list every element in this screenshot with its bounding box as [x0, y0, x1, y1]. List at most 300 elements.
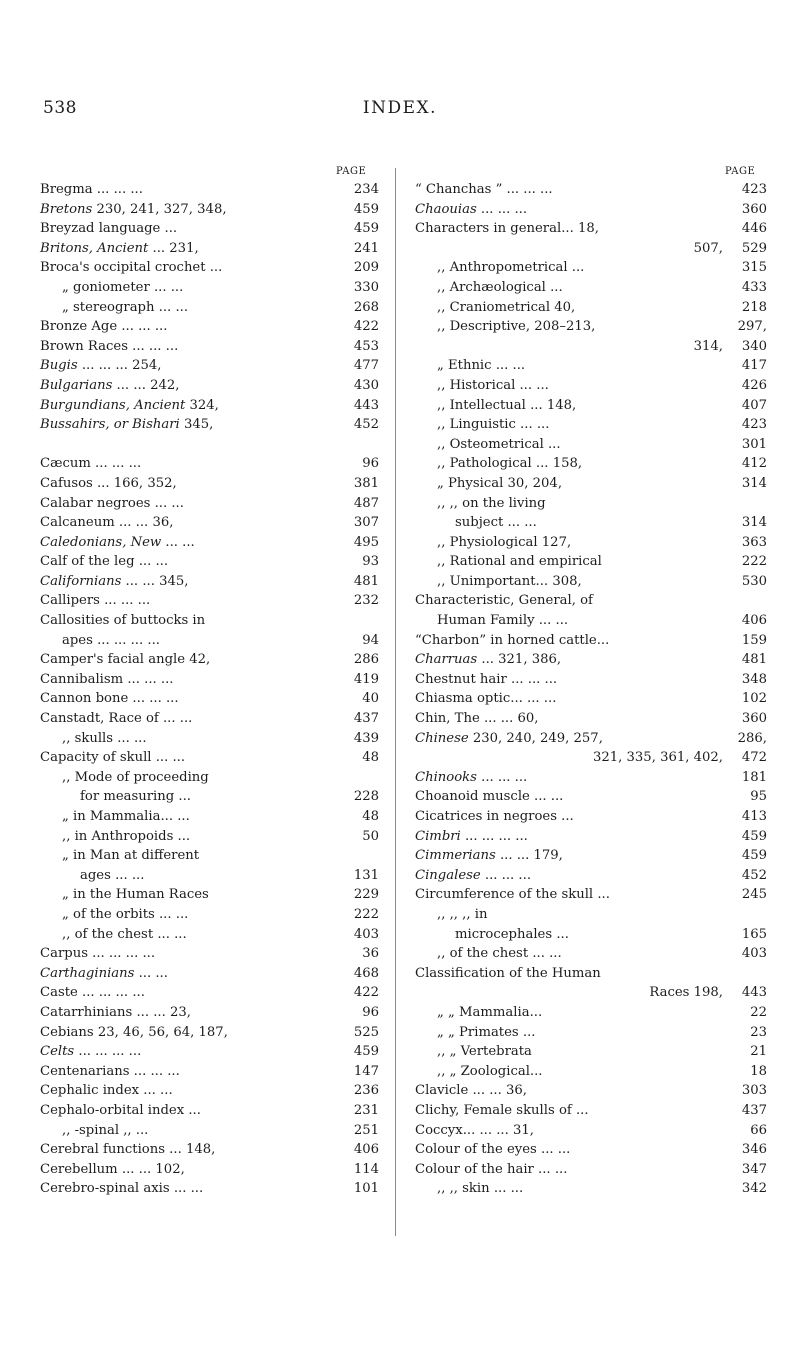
entry-page-number: 95	[750, 789, 767, 805]
index-entry	[40, 650, 379, 670]
entry-text: 314,	[693, 338, 723, 354]
index-entry	[40, 866, 379, 886]
index-entry	[40, 689, 379, 709]
index-entry	[40, 396, 379, 416]
entry-text: “Charbon” in horned cattle...	[415, 632, 610, 648]
entry-text: ,, of the chest ... ...	[437, 946, 562, 962]
index-entry	[40, 1062, 379, 1082]
entry-text: Capacity of skull ... ...	[40, 750, 186, 766]
index-entry	[415, 239, 767, 259]
entry-page-number: 360	[741, 201, 767, 217]
entry-page-number: 459	[353, 1044, 379, 1060]
entry-page-number: 165	[741, 926, 767, 942]
entry-text: Chiasma optic... ... ...	[415, 691, 557, 707]
entry-page-number: 472	[741, 750, 767, 766]
index-entry	[40, 200, 379, 220]
entry-text: Canstadt, Race of ... ...	[40, 711, 193, 727]
entry-page-number: 459	[741, 828, 767, 844]
entry-page-number: 101	[353, 1181, 379, 1197]
entry-text: Burgundians, Ancient 324,	[40, 397, 219, 413]
index-entry	[415, 552, 767, 572]
index-entry	[40, 1023, 379, 1043]
entry-text: Cerebellum ... ... 102,	[40, 1161, 185, 1177]
entry-page-number: 403	[353, 926, 379, 942]
entry-text: „ of the orbits ... ...	[62, 906, 189, 922]
entry-page-number: 23	[750, 1024, 767, 1040]
entry-page-number: 433	[741, 279, 767, 295]
index-entry	[415, 689, 767, 709]
entry-page-number: 36	[362, 946, 379, 962]
entry-text: Cingalese ... ... ...	[415, 867, 532, 883]
entry-page-number: 413	[741, 809, 767, 824]
index-entry	[415, 474, 767, 494]
entry-page-number: 481	[353, 573, 379, 589]
entry-text: Britons, Ancient ... 231,	[40, 240, 199, 256]
page-number: 538	[43, 98, 77, 118]
index-entry	[415, 611, 767, 631]
index-entry	[40, 435, 379, 455]
index-entry	[415, 729, 767, 749]
index-entry	[415, 944, 767, 964]
index-entry	[40, 278, 379, 298]
entry-text: Cephalic index ... ...	[40, 1083, 173, 1099]
entry-text: Broca's occipital crochet ...	[40, 260, 223, 276]
index-entry	[415, 748, 767, 768]
entry-page-number: 459	[353, 201, 379, 217]
index-entry	[415, 258, 767, 278]
entry-page-number: 437	[353, 711, 379, 727]
entry-text: Colour of the hair ... ...	[415, 1161, 568, 1177]
index-entry	[415, 807, 767, 827]
entry-text: Brown Races ... ... ...	[40, 338, 179, 354]
entry-page-number: 301	[741, 436, 767, 452]
index-entry	[415, 533, 767, 553]
entry-text: ,, Physiological 127,	[437, 534, 572, 550]
index-entry	[40, 670, 379, 690]
entry-page-number: 96	[362, 456, 379, 472]
index-entry	[40, 827, 379, 847]
entry-text: Callosities of buttocks in	[40, 613, 206, 629]
entry-page-number: 251	[353, 1122, 379, 1138]
entry-text: „ in Man at different	[62, 848, 200, 864]
index-entry	[415, 317, 767, 337]
entry-text: 507,	[693, 240, 723, 256]
entry-page-number: 348	[741, 671, 767, 687]
entry-text: ,, ,, on the living	[437, 495, 546, 511]
entry-page-number: 147	[353, 1063, 379, 1079]
index-entry	[40, 356, 379, 376]
entry-page-number: 268	[353, 299, 379, 315]
index-entry	[40, 1003, 379, 1023]
entry-text: Carpus ... ... ... ...	[40, 946, 156, 962]
index-entry	[415, 376, 767, 396]
entry-page-number: 93	[362, 554, 379, 570]
index-entry	[40, 513, 379, 533]
entry-text: Clavicle ... ... 36,	[415, 1083, 527, 1099]
index-entry	[415, 435, 767, 455]
entry-text: ,, Rational and empirical	[437, 554, 602, 570]
entry-text: Callipers ... ... ...	[40, 593, 151, 609]
entry-text: Bretons 230, 241, 327, 348,	[40, 201, 227, 217]
entry-text: Characteristic, General, of	[415, 593, 593, 609]
entry-page-number: 443	[353, 397, 379, 413]
entry-text: Cafusos ... 166, 352,	[40, 475, 177, 491]
entry-page-number: 181	[741, 769, 767, 785]
index-entry	[40, 337, 379, 357]
entry-page-number: 529	[741, 240, 767, 256]
entry-page-number: 229	[353, 887, 379, 903]
entry-page-number: 96	[362, 1004, 379, 1020]
entry-page-number: 236	[353, 1083, 379, 1099]
entry-text: ,, Craniometrical 40,	[437, 299, 576, 315]
entry-text: Characters in general... 18,	[415, 221, 599, 237]
entry-text: ,, Descriptive, 208–213,	[437, 319, 596, 335]
entry-page-number: 381	[353, 475, 379, 491]
entry-page-number: 340	[741, 338, 767, 354]
index-entry	[415, 1081, 767, 1101]
index-entry	[415, 650, 767, 670]
index-entry	[415, 983, 767, 1003]
entry-text: ,, skulls ... ...	[62, 730, 147, 746]
entry-page-number: 525	[353, 1024, 379, 1040]
entry-page-number: 459	[353, 221, 379, 237]
entry-text: Cerebral functions ... 148,	[40, 1142, 216, 1158]
index-entry	[40, 768, 379, 788]
index-entry	[415, 670, 767, 690]
index-entry	[40, 964, 379, 984]
index-entry	[415, 925, 767, 945]
page-header	[0, 98, 800, 122]
entry-page-number: 314	[741, 475, 767, 491]
entry-text: ,, Mode of proceeding	[62, 769, 209, 785]
index-entry	[415, 1023, 767, 1043]
entry-page-number: 21	[750, 1044, 767, 1060]
index-entry	[40, 1140, 379, 1160]
index-entry	[415, 278, 767, 298]
entry-page-number: 315	[741, 260, 767, 276]
entry-page-number: 222	[353, 906, 379, 922]
entry-page-number: 48	[362, 750, 379, 766]
entry-page-number: 347	[741, 1161, 767, 1177]
entry-text: Calf of the leg ... ...	[40, 554, 169, 570]
entry-text: Chinooks ... ... ...	[415, 769, 528, 785]
entry-text: subject ... ...	[455, 515, 537, 531]
left-page-column-heading: PAGE	[336, 166, 367, 177]
index-entry	[40, 807, 379, 827]
index-entry	[415, 1003, 767, 1023]
index-entry	[40, 925, 379, 945]
entry-page-number: 403	[741, 946, 767, 962]
entry-page-number: 430	[353, 377, 379, 393]
index-entry	[415, 513, 767, 533]
entry-text: „ stereograph ... ...	[62, 299, 189, 315]
index-entry	[40, 611, 379, 631]
entry-page-number: 530	[741, 573, 767, 589]
entry-page-number: 209	[353, 260, 379, 276]
entry-text: Coccyx... ... ... 31,	[415, 1122, 534, 1138]
entry-page-number: 307	[353, 515, 379, 531]
entry-page-number: 228	[353, 789, 379, 805]
entry-page-number: 360	[741, 711, 767, 727]
entry-text: Cerebro-spinal axis ... ...	[40, 1181, 204, 1197]
entry-text: ,, Historical ... ...	[437, 377, 549, 393]
index-entry	[415, 1101, 767, 1121]
entry-page-number: 346	[741, 1142, 767, 1158]
index-entry	[415, 1062, 767, 1082]
index-entry	[415, 631, 767, 651]
index-entry	[415, 415, 767, 435]
entry-page-number: 477	[353, 358, 379, 374]
index-entry	[415, 846, 767, 866]
index-entry	[40, 983, 379, 1003]
index-entry	[415, 1160, 767, 1180]
entry-page-number: 446	[741, 221, 767, 237]
entry-page-number: 439	[353, 730, 379, 746]
index-entry	[415, 787, 767, 807]
entry-text: Chin, The ... ... 60,	[415, 711, 539, 727]
entry-page-number: 330	[353, 279, 379, 295]
index-entry	[40, 533, 379, 553]
right-index-column	[415, 180, 767, 1199]
index-entry	[415, 200, 767, 220]
entry-page-number: 22	[750, 1004, 767, 1020]
entry-text: „ in Mammalia... ...	[62, 809, 190, 824]
entry-text: Calabar negroes ... ...	[40, 495, 184, 511]
entry-text: ,, ,, ,, in	[437, 906, 488, 922]
entry-text: Choanoid muscle ... ...	[415, 789, 564, 805]
entry-page-number: 303	[741, 1083, 767, 1099]
entry-text: ,, „ Zoological...	[437, 1063, 543, 1079]
entry-text: ,, Unimportant... 308,	[437, 573, 582, 589]
entry-text: Chestnut hair ... ... ...	[415, 671, 558, 687]
entry-page-number: 453	[353, 338, 379, 354]
entry-text: Breyzad language ...	[40, 221, 178, 237]
index-entry	[40, 219, 379, 239]
entry-page-number: 114	[353, 1161, 379, 1177]
entry-page-number: 406	[353, 1142, 379, 1158]
entry-page-number: 412	[741, 456, 767, 472]
entry-text: Celts ... ... ... ...	[40, 1044, 142, 1060]
entry-page-number: 452	[353, 417, 379, 433]
entry-text: Races 198,	[649, 985, 723, 1001]
index-entry	[40, 239, 379, 259]
entry-text: Chaouias ... ... ...	[415, 201, 528, 217]
index-entry	[40, 1042, 379, 1062]
index-entry	[40, 631, 379, 651]
entry-text: microcephales ...	[455, 926, 569, 942]
index-entry	[415, 396, 767, 416]
entry-page-number: 232	[353, 593, 379, 609]
index-entry	[40, 729, 379, 749]
entry-text: Clichy, Female skulls of ...	[415, 1102, 589, 1118]
entry-text: for measuring ...	[80, 789, 191, 805]
index-entry	[40, 591, 379, 611]
entry-page-number: 419	[353, 671, 379, 687]
entry-page-number: 286,	[737, 730, 767, 746]
index-entry	[415, 180, 767, 200]
index-entry	[415, 356, 767, 376]
index-entry	[40, 552, 379, 572]
index-entry	[40, 787, 379, 807]
entry-page-number: 487	[353, 495, 379, 511]
entry-text: Cebians 23, 46, 56, 64, 187,	[40, 1024, 228, 1040]
left-index-column	[40, 180, 379, 1199]
index-entry	[415, 709, 767, 729]
index-entry	[40, 1081, 379, 1101]
entry-text: Chinese 230, 240, 249, 257,	[415, 730, 603, 746]
entry-page-number: 423	[741, 182, 767, 197]
index-entry	[415, 827, 767, 847]
index-entry	[40, 1101, 379, 1121]
entry-text: „ goniometer ... ...	[62, 279, 184, 295]
index-entry	[40, 317, 379, 337]
entry-text: Cimbri ... ... ... ...	[415, 828, 528, 844]
index-entry	[40, 474, 379, 494]
entry-page-number: 406	[741, 613, 767, 629]
entry-page-number: 40	[362, 691, 379, 707]
entry-page-number: 234	[353, 182, 379, 197]
entry-text: “ Chanchas ” ... ... ...	[415, 182, 553, 197]
entry-text: ,, „ Vertebrata	[437, 1044, 532, 1060]
entry-text: Cephalo-orbital index ...	[40, 1102, 201, 1118]
index-entry	[40, 415, 379, 435]
entry-page-number: 48	[362, 809, 379, 824]
entry-text: ,, Anthropometrical ...	[437, 260, 585, 276]
index-entry	[415, 1121, 767, 1141]
entry-text: Charruas ... 321, 386,	[415, 652, 562, 668]
index-entry	[415, 337, 767, 357]
index-entry	[415, 1179, 767, 1199]
entry-page-number: 218	[741, 299, 767, 315]
entry-page-number: 18	[750, 1063, 767, 1079]
index-entry	[415, 219, 767, 239]
entry-page-number: 452	[741, 867, 767, 883]
entry-text: ,, Archæological ...	[437, 279, 563, 295]
entry-text: Cimmerians ... ... 179,	[415, 848, 563, 864]
entry-text: Carthaginians ... ...	[40, 965, 168, 981]
page-title: INDEX.	[362, 98, 438, 118]
entry-text: Human Family ... ...	[437, 613, 569, 629]
entry-text: Cicatrices in negroes ...	[415, 809, 574, 824]
entry-page-number: 131	[353, 867, 379, 883]
index-entry	[40, 944, 379, 964]
entry-text: ,, Pathological ... 158,	[437, 456, 583, 472]
entry-page-number: 417	[741, 358, 767, 374]
index-entry	[40, 572, 379, 592]
entry-text: ,, -spinal ,, ...	[62, 1122, 149, 1138]
index-entry	[415, 964, 767, 984]
entry-page-number: 102	[741, 691, 767, 707]
entry-text: Classification of the Human	[415, 965, 601, 981]
entry-text: ,, in Anthropoids ...	[62, 828, 191, 844]
index-entry	[40, 748, 379, 768]
index-entry	[40, 905, 379, 925]
entry-text: 321, 335, 361, 402,	[592, 750, 723, 766]
entry-text: Cæcum ... ... ...	[40, 456, 142, 472]
entry-text: Caste ... ... ... ...	[40, 985, 145, 1001]
entry-page-number: 241	[353, 240, 379, 256]
entry-text: apes ... ... ... ...	[62, 632, 160, 648]
entry-page-number: 468	[353, 965, 379, 981]
entry-text: Circumference of the skull ...	[415, 887, 610, 903]
entry-page-number: 286	[353, 652, 379, 668]
entry-text: ,, of the chest ... ...	[62, 926, 187, 942]
entry-page-number: 159	[741, 632, 767, 648]
index-entry	[40, 1179, 379, 1199]
entry-text: Bussahirs, or Bishari 345,	[40, 417, 214, 433]
entry-page-number: 407	[741, 397, 767, 413]
entry-text: Catarrhinians ... ... 23,	[40, 1004, 191, 1020]
column-divider	[395, 168, 396, 1236]
entry-text: „ „ Primates ...	[437, 1024, 536, 1040]
right-page-column-heading: PAGE	[725, 166, 756, 177]
index-entry	[415, 885, 767, 905]
entry-text: „ „ Mammalia...	[437, 1004, 543, 1020]
entry-text: Bugis ... ... ... 254,	[40, 358, 162, 374]
index-entry	[40, 846, 379, 866]
index-entry	[415, 572, 767, 592]
index-entry	[415, 454, 767, 474]
index-entry	[40, 885, 379, 905]
index-entry	[40, 1160, 379, 1180]
entry-page-number: 314	[741, 515, 767, 531]
entry-page-number: 222	[741, 554, 767, 570]
entry-text: Camper's facial angle 42,	[40, 652, 211, 668]
entry-text: ,, Intellectual ... 148,	[437, 397, 577, 413]
entry-text: Cannon bone ... ... ...	[40, 691, 179, 707]
entry-text: ,, Osteometrical ...	[437, 436, 561, 452]
entry-page-number: 481	[741, 652, 767, 668]
entry-text: ages ... ...	[80, 867, 145, 883]
entry-page-number: 423	[741, 417, 767, 433]
entry-text: „ Physical 30, 204,	[437, 475, 563, 491]
index-entry	[40, 1121, 379, 1141]
index-entry	[415, 1140, 767, 1160]
entry-text: Bulgarians ... ... 242,	[40, 377, 180, 393]
index-entry	[415, 591, 767, 611]
entry-page-number: 495	[353, 534, 379, 550]
entry-page-number: 422	[353, 985, 379, 1001]
entry-page-number: 94	[362, 632, 379, 648]
entry-page-number: 245	[741, 887, 767, 903]
index-entry	[40, 494, 379, 514]
entry-page-number: 231	[353, 1102, 379, 1118]
index-entry	[415, 298, 767, 318]
entry-page-number: 426	[741, 377, 767, 393]
entry-page-number: 422	[353, 319, 379, 335]
entry-page-number: 443	[741, 985, 767, 1001]
entry-text: ,, Linguistic ... ...	[437, 417, 550, 433]
index-entry	[40, 298, 379, 318]
index-entry	[40, 454, 379, 474]
entry-page-number: 66	[750, 1122, 767, 1138]
index-entry	[415, 905, 767, 925]
entry-text: Colour of the eyes ... ...	[415, 1142, 571, 1158]
entry-page-number: 459	[741, 848, 767, 864]
index-entry	[40, 709, 379, 729]
entry-text: Caledonians, New ... ...	[40, 534, 195, 550]
entry-page-number: 297,	[737, 319, 767, 335]
entry-page-number: 437	[741, 1102, 767, 1118]
index-entry	[415, 866, 767, 886]
entry-text: ,, ,, skin ... ...	[437, 1181, 524, 1197]
index-entry	[40, 258, 379, 278]
index-entry	[415, 768, 767, 788]
entry-text: Californians ... ... 345,	[40, 573, 189, 589]
entry-text: Bronze Age ... ... ...	[40, 319, 168, 335]
index-entry	[415, 494, 767, 514]
entry-text: Cannibalism ... ... ...	[40, 671, 174, 687]
